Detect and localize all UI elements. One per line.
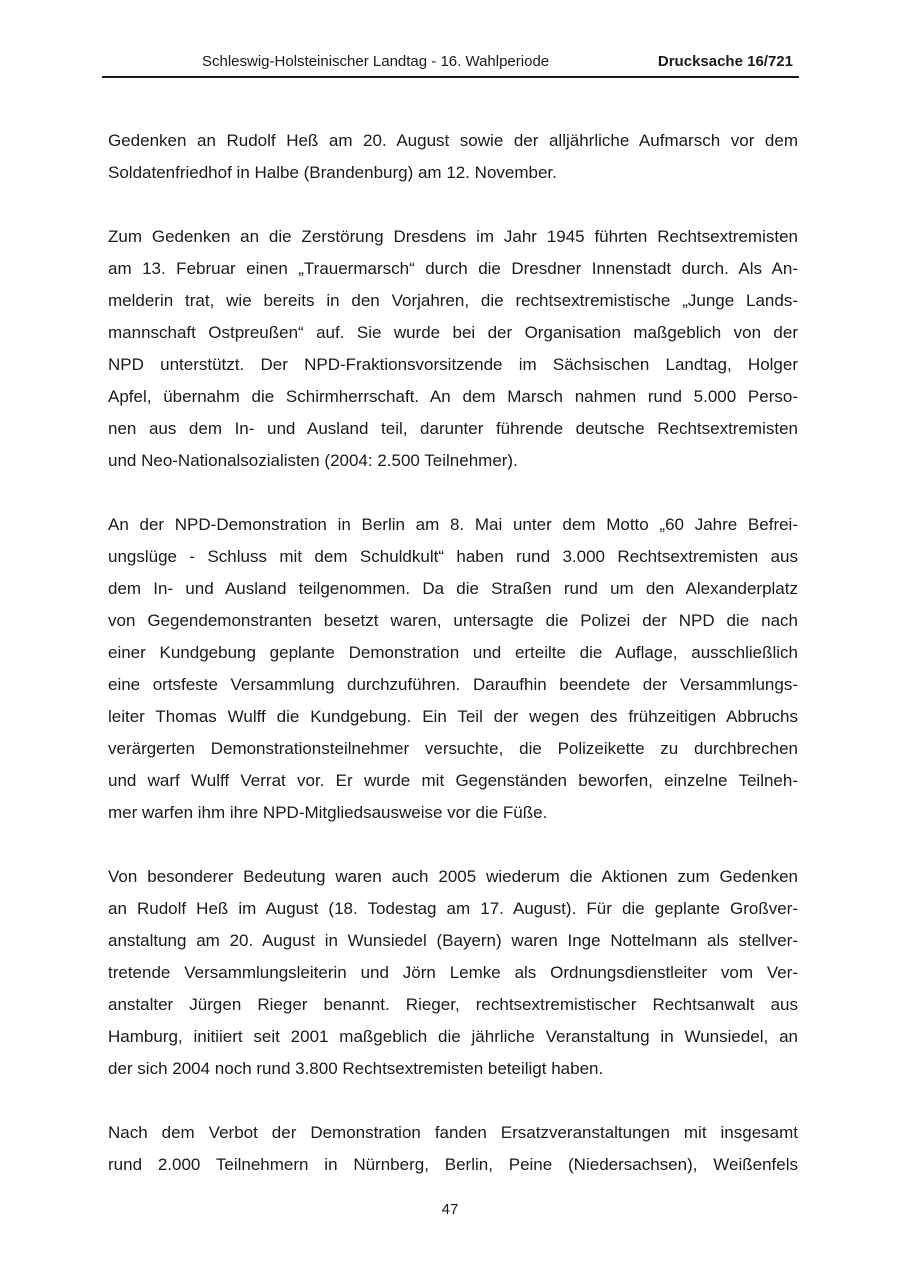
header-document-number: Drucksache 16/721: [657, 53, 793, 70]
text-line: an Rudolf Heß im August (18. Todestag am 17. August). Für die geplante Großver-: [108, 899, 798, 918]
text-line: NPD unterstützt. Der NPD-Fraktionsvorsitzende im Sächsischen Landtag, Holger: [108, 355, 798, 374]
text-line: und warf Wulff Verrat vor. Er wurde mit Gegenständen beworfen, einzelne Teilneh-: [108, 771, 798, 790]
paragraph: [108, 125, 798, 189]
text-line: Von besonderer Bedeutung waren auch 2005 wiederum die Aktionen zum Gedenken: [108, 867, 798, 886]
text-line: dem In- und Ausland teilgenommen. Da die Straßen rund um den Alexanderplatz: [108, 579, 798, 598]
text-line: leiter Thomas Wulff die Kundgebung. Ein Teil der wegen des frühzeitigen Abbruchs: [108, 707, 798, 726]
page-header: [102, 50, 799, 78]
page-number: 47: [441, 1201, 459, 1218]
text-line: Apfel, übernahm die Schirmherrschaft. An dem Marsch nahmen rund 5.000 Perso-: [108, 387, 798, 406]
text-line: Gedenken an Rudolf Heß am 20. August sowie der alljährliche Aufmarsch vor dem: [108, 131, 798, 150]
text-line: Soldatenfriedhof in Halbe (Brandenburg) am 12. November.: [108, 163, 557, 182]
text-line: und Neo-Nationalsozialisten (2004: 2.500 Teilnehmer).: [108, 451, 518, 470]
text-line: nen aus dem In- und Ausland teil, darunter führende deutsche Rechtsextremisten: [108, 419, 798, 438]
document-body: [108, 125, 798, 1213]
paragraph: [108, 1117, 798, 1181]
paragraph: [108, 861, 798, 1085]
text-line: am 13. Februar einen „Trauermarsch“ durch die Dresdner Innenstadt durch. Als An-: [108, 259, 798, 278]
text-line: melderin trat, wie bereits in den Vorjahren, die rechtsextremistische „Junge Lands-: [108, 291, 798, 310]
paragraph: [108, 509, 798, 829]
text-line: verärgerten Demonstrationsteilnehmer versuchte, die Polizeikette zu durchbrechen: [108, 739, 798, 758]
text-line: der sich 2004 noch rund 3.800 Rechtsextremisten beteiligt haben.: [108, 1059, 604, 1078]
text-line: Zum Gedenken an die Zerstörung Dresdens im Jahr 1945 führten Rechtsextremisten: [108, 227, 798, 246]
text-line: von Gegendemonstranten besetzt waren, untersagte die Polizei der NPD die nach: [108, 611, 798, 630]
text-line: tretende Versammlungsleiterin und Jörn Lemke als Ordnungsdienstleiter vom Ver-: [108, 963, 798, 982]
text-line: mer warfen ihm ihre NPD-Mitgliedsausweise vor die Füße.: [108, 803, 548, 822]
text-line: mannschaft Ostpreußen“ auf. Sie wurde bei der Organisation maßgeblich von der: [108, 323, 798, 342]
text-line: rund 2.000 Teilnehmern in Nürnberg, Berlin, Peine (Niedersachsen), Weißenfels: [108, 1155, 798, 1174]
text-line: ungslüge - Schluss mit dem Schuldkult“ haben rund 3.000 Rechtsextremisten aus: [108, 547, 798, 566]
text-line: einer Kundgebung geplante Demonstration und erteilte die Auflage, ausschließlich: [108, 643, 798, 662]
text-line: Hamburg, initiiert seit 2001 maßgeblich die jährliche Veranstaltung in Wunsiedel, an: [108, 1027, 798, 1046]
text-line: An der NPD-Demonstration in Berlin am 8. Mai unter dem Motto „60 Jahre Befrei-: [108, 515, 798, 534]
paragraph: [108, 221, 798, 477]
text-line: anstalter Jürgen Rieger benannt. Rieger, rechtsextremistischer Rechtsanwalt aus: [108, 995, 798, 1014]
text-line: eine ortsfeste Versammlung durchzuführen. Daraufhin beendete der Versammlungs-: [108, 675, 798, 694]
text-line: Nach dem Verbot der Demonstration fanden Ersatzveranstaltungen mit insgesamt: [108, 1123, 798, 1142]
text-line: anstaltung am 20. August in Wunsiedel (Bayern) waren Inge Nottelmann als stellver-: [108, 931, 798, 950]
header-title: Schleswig-Holsteinischer Landtag - 16. Wahlperiode: [202, 53, 550, 70]
